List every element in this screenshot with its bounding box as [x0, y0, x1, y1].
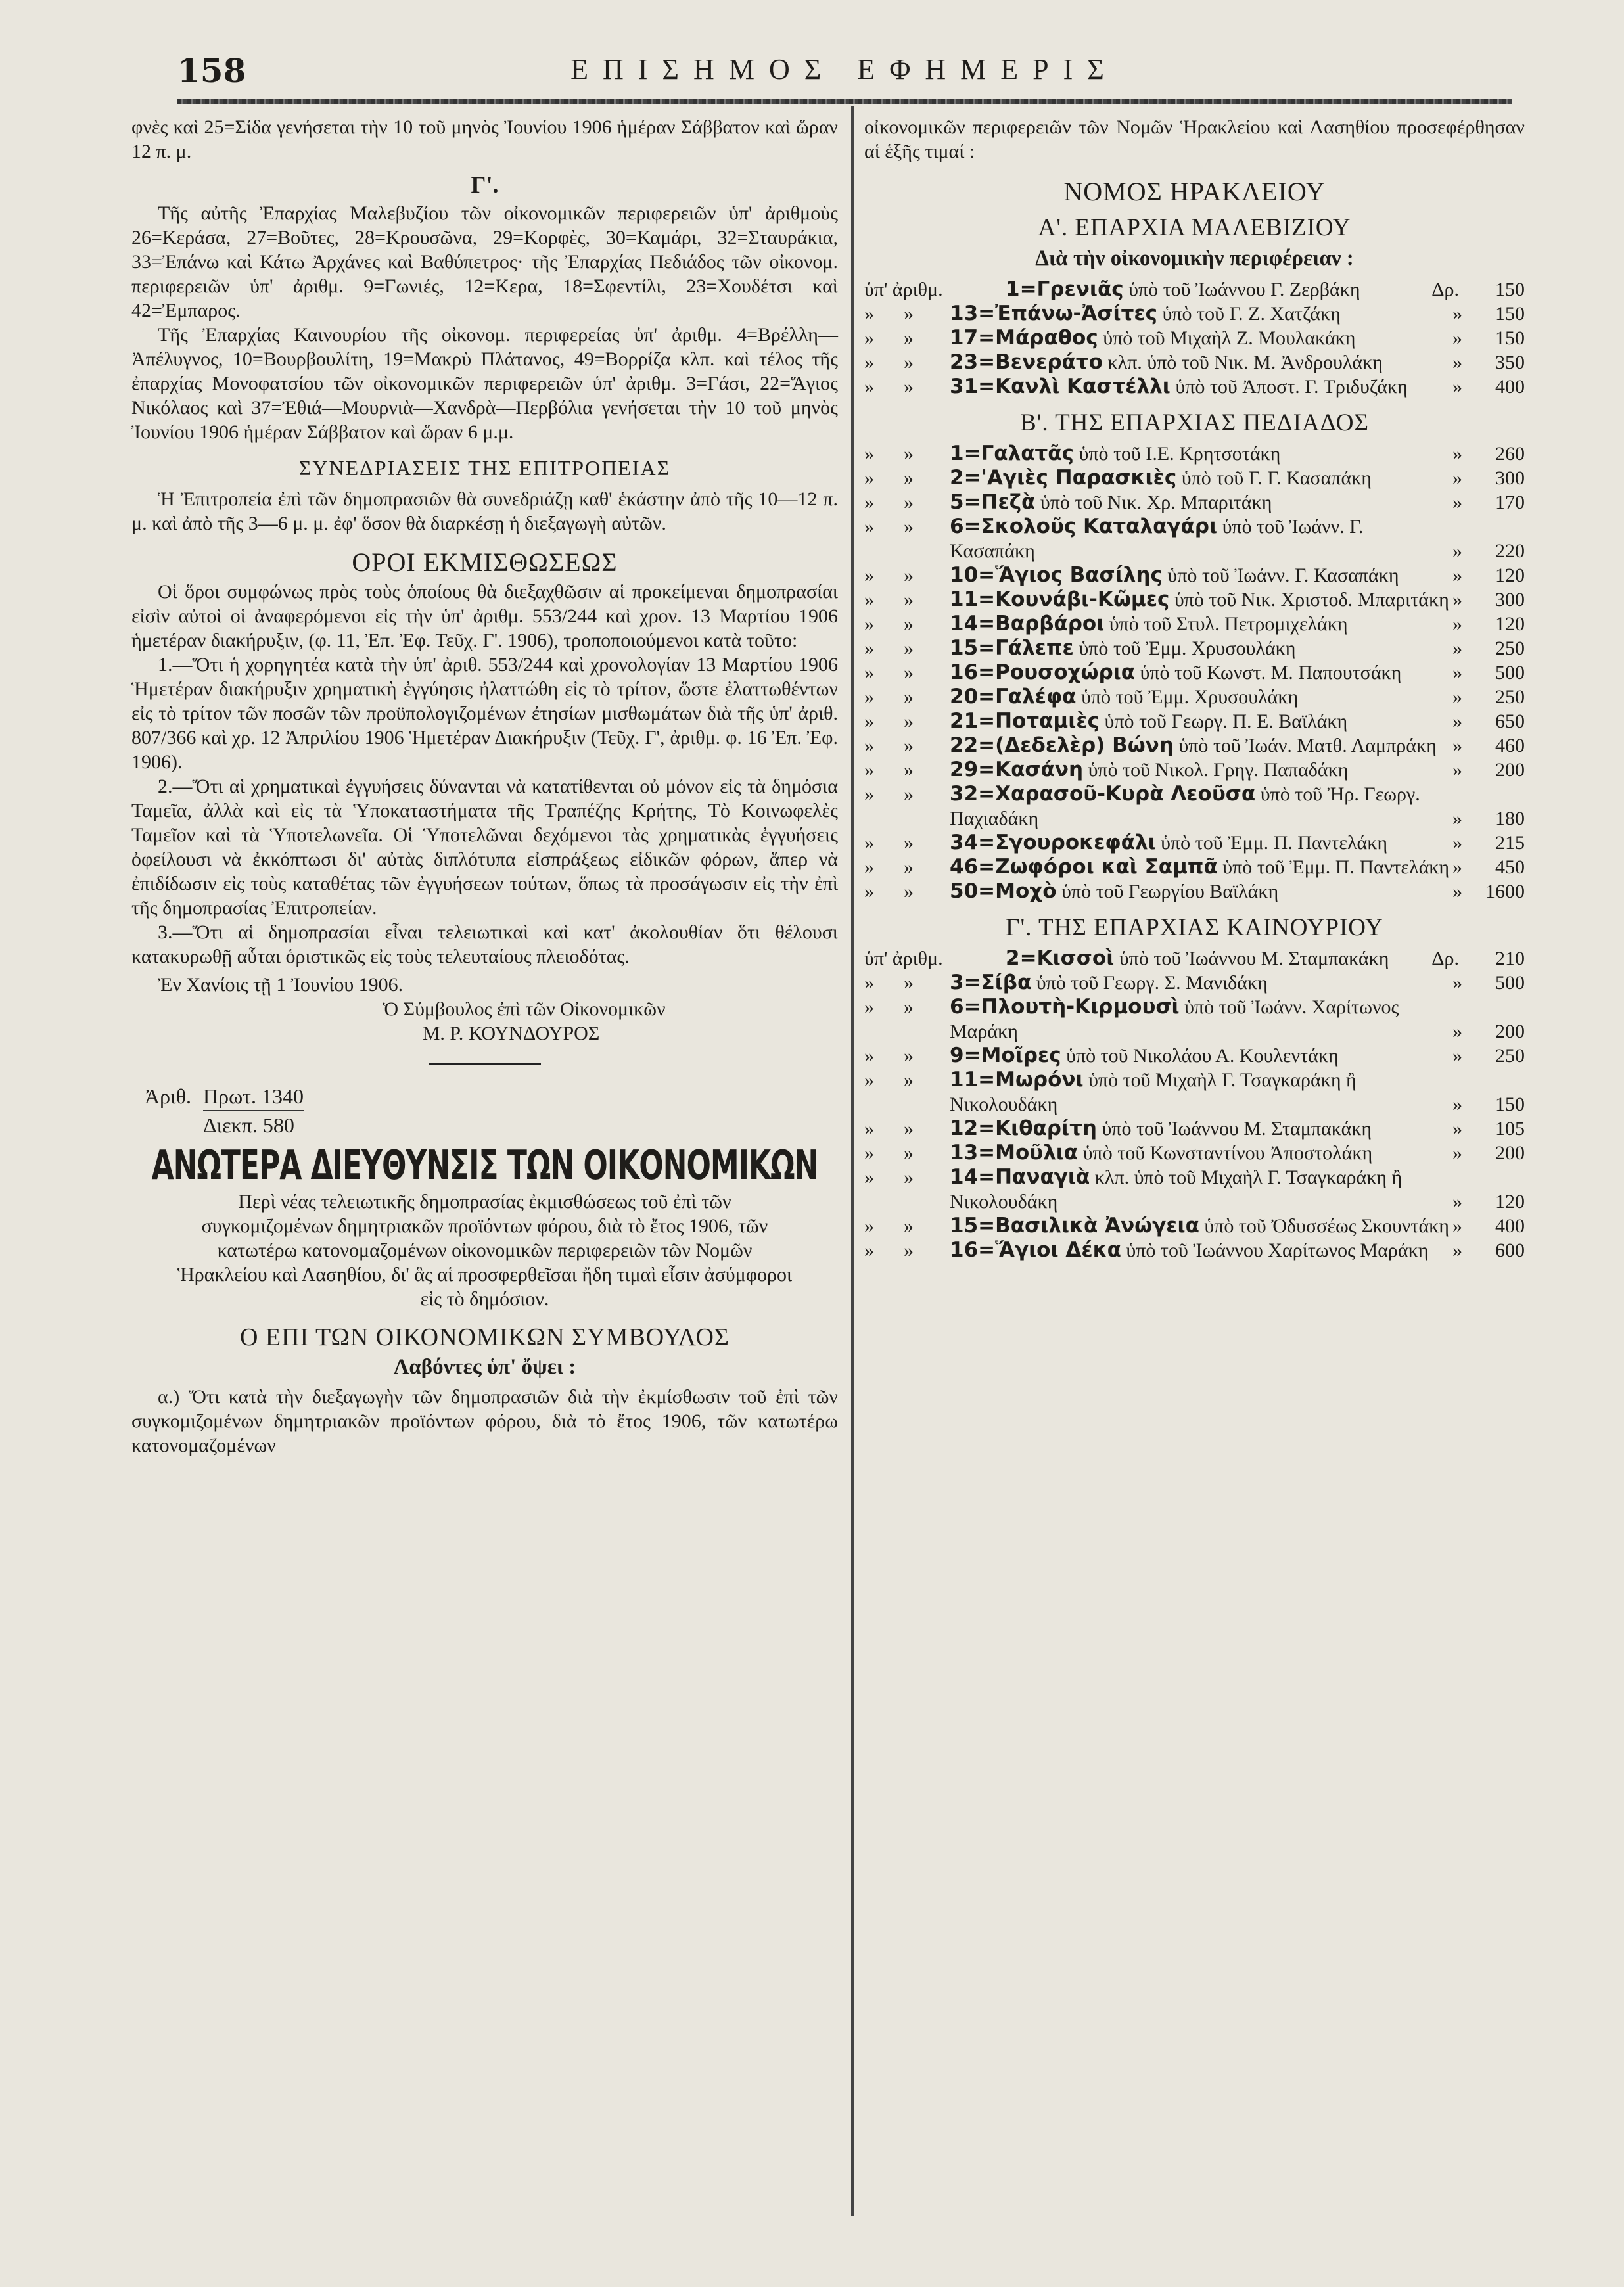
ditto-mark: »	[1452, 565, 1462, 586]
eparchy-a-list	[864, 277, 1525, 399]
entry-number: 15=Γάλεπε	[950, 636, 1074, 660]
considering-heading: Λαβόντες ὑπ' ὄψει :	[393, 1355, 576, 1379]
ditto-mark: »	[864, 1142, 874, 1164]
list-item	[864, 466, 1525, 490]
drachma-label: Δρ.	[1431, 948, 1459, 969]
entry-price: 150	[1495, 279, 1525, 300]
ditto-mark: »	[864, 352, 874, 373]
entry-text: ὑπὸ τοῦ Γεωργίου Βαϊλάκη	[1061, 881, 1279, 902]
entry-text: ὑπὸ τοῦ Μιχαὴλ Γ. Τσαγκαράκη ἢ Νικολουδάκη	[950, 1069, 1357, 1115]
ditto-mark: »	[1452, 613, 1462, 635]
ditto-mark: »	[904, 832, 914, 854]
entry-price: 150	[1495, 303, 1525, 325]
entry-price: 210	[1495, 948, 1525, 969]
list-item	[864, 563, 1525, 588]
list-item	[864, 758, 1525, 782]
entry-text: ὑπὸ τοῦ Ὀδυσσέως Σκουντάκη	[1204, 1215, 1449, 1237]
right-column	[864, 115, 1525, 1262]
subject-text: Περὶ νέας τελειωτικῆς δημοπρασίας ἐκμισθώσεως τοῦ ἐπὶ τῶν συγκομιζομένων δημητριακῶν προϊόντων φόρου, διὰ τὸ ἔτος 1906, τῶν κατωτέρω κατονομαζομένων οἰκονομικῶν περιφερειῶν τῶν Νομῶν Ἡρακλείου καὶ Λασηθίου, δι' ἃς αἱ προσφερθεῖσαι ἤδη τιμαὶ εἶσιν ἀσύμφοροι εἰς τὸ δημόσιον.	[177, 1191, 793, 1310]
ditto-mark: »	[1452, 637, 1462, 659]
up-arithm-label: ὑπ' ἀριθμ.	[864, 948, 943, 969]
ditto-mark: »	[1452, 808, 1462, 829]
list-item	[864, 490, 1525, 515]
list-item	[864, 1044, 1525, 1068]
advisor-heading: Ο ΕΠΙ ΤΩΝ ΟΙΚΟΝΟΜΙΚΩΝ ΣΥΜΒΟΥΛΟΣ	[239, 1324, 730, 1351]
ref-protocol: Πρωτ. 1340	[203, 1082, 304, 1111]
ditto-mark: »	[904, 1118, 914, 1140]
ditto-mark: »	[864, 1215, 874, 1237]
ditto-mark: »	[904, 637, 914, 659]
entry-number: 5=Πεζὰ	[950, 490, 1036, 514]
list-item	[864, 326, 1525, 350]
entry-number: 11=Κουνάβι-Κῶμες	[950, 588, 1170, 611]
ditto-mark: »	[1452, 1191, 1462, 1213]
entry-text: ὑπὸ τοῦ Νικ. Χρ. Μπαριτάκη	[1040, 492, 1272, 513]
ditto-mark: »	[864, 710, 874, 732]
ditto-mark: »	[904, 589, 914, 611]
list-item	[864, 636, 1525, 660]
entry-text: ὑπὸ τοῦ Ἰωάννου Μ. Σταμπακάκη	[1102, 1118, 1372, 1140]
sessions-text: Ἡ Ἐπιτροπεία ἐπὶ τῶν δημοπρασιῶν θὰ συνεδριάζῃ καθ' ἑκάστην ἀπὸ τῆς 10—12 π. μ. καὶ ἀπὸ τῆς 3—6 μ. μ. ἐφ' ὅσον θὰ διαρκέσῃ ἡ διεξαγωγὴ αὐτῶν.	[131, 488, 838, 534]
entry-number: 2='Αγιὲς Παρασκιὲς	[950, 466, 1177, 490]
ditto-mark: »	[1452, 1239, 1462, 1261]
entry-number: 6=Πλουτὴ-Κιρμουσὶ	[950, 995, 1180, 1019]
ditto-mark: »	[1452, 735, 1462, 756]
ditto-mark: »	[1452, 1118, 1462, 1140]
ditto-mark: »	[904, 352, 914, 373]
ditto-mark: »	[1452, 492, 1462, 513]
list-item	[864, 946, 1525, 971]
list-item	[864, 277, 1525, 302]
ditto-mark: »	[904, 613, 914, 635]
entry-number: 13=Ἐπάνω-Ἀσίτες	[950, 302, 1158, 325]
entry-price: 400	[1495, 376, 1525, 398]
entry-number: 9=Μοῖρες	[950, 1044, 1061, 1067]
ditto-mark: »	[1452, 832, 1462, 854]
term-1: 1.—Ὅτι ἡ χορηγητέα κατὰ τὴν ὑπ' ἀριθ. 553/244 καὶ χρονολογίαν 13 Μαρτίου 1906 Ἡμετέραν διακήρυξιν χρηματικὴ ἐγγύησις ἠλαττώθη εἰς τὸ τρίτον, ὥστε ἐλαττωθέντων εἰς τὸ τρίτον τῶν ποσῶν τῶν προϋπολογιζομένων ἐτησίων μισθωμάτων διὰ τῆς ὑπ' ἀριθ. 807/366 καὶ χρ. 12 Ἀπριλίου 1906 Ἡμετέραν Διακήρυξιν (Τεῦχ. Γ', ἀριθμ. φ. 16 Ἐπ. Ἐφ. 1906).	[131, 654, 838, 773]
ditto-mark: »	[1452, 1142, 1462, 1164]
ditto-mark: »	[864, 881, 874, 902]
ditto-mark: »	[864, 565, 874, 586]
entry-text: ὑπὸ τοῦ Ἰωάννου Μ. Σταμπακάκη	[1119, 948, 1389, 969]
entry-price: 260	[1495, 443, 1525, 465]
list-item	[864, 971, 1525, 995]
list-item	[864, 733, 1525, 758]
up-arithm-label: ὑπ' ἀριθμ.	[864, 279, 943, 300]
ditto-mark: »	[1452, 1215, 1462, 1237]
entry-price: 460	[1495, 735, 1525, 756]
running-header	[177, 46, 1512, 99]
entry-price: 500	[1495, 662, 1525, 683]
entry-number: 46=Ζωφόροι καὶ Σαμπᾶ	[950, 855, 1218, 879]
ditto-mark: »	[864, 303, 874, 325]
entry-price: 350	[1495, 352, 1525, 373]
entry-text: ὑπὸ τοῦ Ἰωάνν. Χαρίτωνος Μαράκη	[950, 996, 1399, 1042]
ditto-mark: »	[1452, 972, 1462, 994]
ditto-mark: »	[1452, 589, 1462, 611]
entry-price: 250	[1495, 1045, 1525, 1067]
entry-number: 21=Ποταμιὲς	[950, 709, 1100, 733]
entry-number: 23=Βενεράτο	[950, 350, 1103, 374]
entry-number: 3=Σίβα	[950, 971, 1032, 994]
entry-number: 20=Γαλέφα	[950, 685, 1077, 708]
left-intro: φνὲς καὶ 25=Σίδα γενήσεται τὴν 10 τοῦ μηνὸς Ἰουνίου 1906 ἡμέραν Σάββατον καὶ ὥραν 12 π. μ.	[131, 116, 838, 162]
entry-price: 105	[1495, 1118, 1525, 1140]
ditto-mark: »	[864, 492, 874, 513]
sessions-heading: ΣΥΝΕΔΡΙΑΣΕΙΣ ΤΗΣ ΕΠΙΤΡΟΠΕΙΑΣ	[298, 456, 671, 480]
ditto-mark: »	[904, 1239, 914, 1261]
entry-price: 650	[1495, 710, 1525, 732]
ditto-mark: »	[864, 686, 874, 708]
ditto-mark: »	[904, 662, 914, 683]
paragraph-kainourgio: Τῆς Ἐπαρχίας Καινουρίου τῆς οἰκονομ. περιφερείας ὑπ' ἀριθμ. 4=Βρέλλη—Ἀπέλυγνος, 10=Βουρβουλίτη, 19=Μακρὺ Πλάτανος, 49=Βορρίζα κλπ. καὶ τέλος τῆς ἐπαρχίας Μονοφατσίου τῶν οἰκονομικῶν περιφερειῶν ὑπ' ἀριθμ. 3=Γάσι, 22=Ἅγιος Νικόλαος καὶ 37=Ἐθιά—Μουρνιὰ—Χανδρὰ—Περβόλια γενήσεται τὴν 10 τοῦ μηνὸς Ἰουνίου 1906 ἡμέραν Σάββατον καὶ ὥραν 6 μ.μ.	[131, 324, 838, 443]
entry-price: 200	[1495, 1021, 1525, 1042]
ditto-mark: »	[1452, 303, 1462, 325]
entry-price: 600	[1495, 1239, 1525, 1261]
nomos-heading: ΝΟΜΟΣ ΗΡΑΚΛΕΙΟΥ	[1063, 177, 1326, 206]
ditto-mark: »	[1452, 856, 1462, 878]
list-item	[864, 831, 1525, 855]
terms-heading: ΟΡΟΙ ΕΚΜΙΣΘΩΣΕΩΣ	[352, 547, 618, 577]
header-rule	[177, 99, 1512, 104]
entry-price: 1600	[1485, 881, 1525, 902]
entry-number: 10=Ἅγιος Βασίλης	[950, 563, 1163, 587]
list-item	[864, 1214, 1525, 1238]
eparchy-b-title: Β'. ΤΗΣ ΕΠΑΡΧΙΑΣ ΠΕΔΙΑΔΟΣ	[1020, 409, 1369, 436]
entry-text: ὑπὸ τοῦ Νικολ. Γρηγ. Παπαδάκη	[1088, 759, 1349, 781]
ditto-mark: »	[864, 759, 874, 781]
term-2: 2.—Ὅτι αἱ χρηματικαὶ ἐγγυήσεις δύνανται νὰ κατατίθενται οὐ μόνον εἰς τὰ δημόσια Ταμεῖα, ἀλλὰ καὶ εἰς τὰ Ὑποκαταστήματα τῆς Τραπέζης Κρήτης, Τὸ Κοινωφελὲς Ταμεῖον καὶ τὰ Ὑποτελωνεῖα. Οἱ Ὑποτελῶναι δεχόμενοι τὰς χρηματικὰς ἐγγυήσεις ὀφείλουσι νὰ ἐκκόπτωσι δι' αὐτὰς διπλότυπα εἰσπράξεως εἰδικῶν φόρων, ἅπερ νὰ ἐπιδίδωσιν εἰς τοὺς καταθέτας τῶν ἐγγυήσεων τούτων, ὅπως τὰ προσάγωσιν εἰς τὴν ἐπὶ τῆς δημοπρασίας Ἐπιτροπείαν.	[131, 775, 838, 919]
ditto-mark: »	[904, 996, 914, 1018]
entry-number: 29=Κασάνη	[950, 758, 1084, 781]
ditto-mark: »	[904, 1215, 914, 1237]
list-item	[864, 660, 1525, 685]
ditto-mark: »	[1452, 759, 1462, 781]
ditto-mark: »	[1452, 352, 1462, 373]
entry-text: ὑπὸ τοῦ Νικολάου Α. Κουλεντάκη	[1066, 1045, 1339, 1067]
list-item	[864, 1141, 1525, 1165]
entry-text: ὑπὸ τοῦ Κωνστ. Μ. Παπουτσάκη	[1140, 662, 1402, 683]
entry-price: 120	[1495, 1191, 1525, 1213]
entry-text: ὑπὸ τοῦ Ἐμμ. Χρυσουλάκη	[1081, 686, 1299, 708]
ditto-mark: »	[864, 1167, 874, 1188]
entry-number: 50=Μοχὸ	[950, 879, 1057, 903]
ditto-mark: »	[904, 710, 914, 732]
section-g-heading: Γ'.	[471, 172, 499, 198]
ditto-mark: »	[864, 832, 874, 854]
entry-text: ὑπὸ τοῦ Γεωργ. Σ. Μανιδάκη	[1036, 972, 1268, 994]
entry-text: ὑπὸ τοῦ Νικ. Χριστοδ. Μπαριτάκη	[1174, 589, 1449, 611]
ditto-mark: »	[864, 662, 874, 683]
entry-price: 200	[1495, 759, 1525, 781]
entry-number: 14=Βαρβάροι	[950, 612, 1105, 635]
list-item	[864, 879, 1525, 904]
entry-number: 32=Χαρασοῦ-Κυρὰ Λεοῦσα	[950, 782, 1256, 806]
terms-intro: Οἱ ὅροι συμφώνως πρὸς τοὺς ὁποίους θὰ διεξαχθῶσιν αἱ πρoκείμεναι δημοπρασίαι εἰσὶν αὐτοὶ οἱ ἀναφερόμενοι εἰς τὴν ὑπ' ἀριθμ. 553/244 καὶ χρον. 13 Μαρτίου 1906 ἡμετέραν διακήρυξιν, (φ. 11, Ἐπ. Ἐφ. Τεῦχ. Γ'. 1906), τροποποιούμενοι κατὰ τοῦτο:	[131, 581, 838, 651]
list-item	[864, 442, 1525, 466]
ditto-mark: »	[1452, 1094, 1462, 1115]
ditto-mark: »	[864, 1239, 874, 1261]
eparchy-a-subtitle: Διὰ τὴν οἰκονομικὴν περιφέρειαν :	[1035, 246, 1354, 270]
ditto-mark: »	[864, 516, 874, 538]
ditto-mark: »	[904, 856, 914, 878]
ditto-mark: »	[1452, 662, 1462, 683]
entry-price: 120	[1495, 565, 1525, 586]
entry-price: 170	[1495, 492, 1525, 513]
ditto-mark: »	[864, 1045, 874, 1067]
ditto-mark: »	[904, 492, 914, 513]
entry-text: ὑπὸ τοῦ Ἐμμ. Π. Παντελάκη	[1161, 832, 1388, 854]
entry-price: 200	[1495, 1142, 1525, 1164]
separator-rule	[429, 1063, 541, 1065]
entry-number: 12=Κιθαρίτη	[950, 1117, 1097, 1140]
entry-number: 16=Ρουσοχώρια	[950, 660, 1136, 684]
ditto-mark: »	[904, 467, 914, 489]
ditto-mark: »	[904, 735, 914, 756]
entry-number: 14=Παναγιὰ	[950, 1165, 1090, 1189]
ref-label: Ἀριθ.	[145, 1084, 192, 1108]
entry-text: ὑπὸ τοῦ Στυλ. Πετρομιχελάκη	[1109, 613, 1348, 635]
entry-price: 400	[1495, 1215, 1525, 1237]
list-item	[864, 995, 1525, 1044]
ditto-mark: »	[904, 303, 914, 325]
ditto-mark: »	[864, 467, 874, 489]
ditto-mark: »	[1452, 443, 1462, 465]
signer-name: Μ. Ρ. ΚΟΥΝΔΟΥΡΟΣ	[422, 1023, 600, 1044]
entry-text: ὑπὸ τοῦ Μιχαὴλ Ζ. Μουλακάκη	[1103, 327, 1356, 349]
list-item	[864, 612, 1525, 636]
ditto-mark: »	[864, 443, 874, 465]
ditto-mark: »	[864, 637, 874, 659]
clause-a: α.) Ὅτι κατὰ τὴν διεξαγωγὴν τῶν δημοπρασιῶν διὰ τὴν ἐκμίσθωσιν τοῦ ἐπὶ τῶν συγκομιζομένων δημητριακῶν προϊόντων φόρου, διὰ τὸ ἔτος 1906, τῶν κατωτέρω κατονομαζομένων	[131, 1386, 838, 1456]
ditto-mark: »	[1452, 710, 1462, 732]
column-divider	[851, 106, 854, 2216]
ditto-mark: »	[864, 996, 874, 1018]
ditto-mark: »	[1452, 327, 1462, 349]
ditto-mark: »	[904, 1167, 914, 1188]
ditto-mark: »	[864, 613, 874, 635]
eparchy-a-title: Α'. ΕΠΑΡΧΙΑ ΜΑΛΕΒΙΖΙΟΥ	[1038, 214, 1351, 241]
entry-text: ὑπὸ τοῦ Ἰωάνν. Γ. Κασαπάκη	[1167, 565, 1399, 586]
entry-text: ὑπὸ τοῦ Ἰωάννου Γ. Ζερβάκη	[1128, 279, 1360, 300]
entry-price: 250	[1495, 686, 1525, 708]
ditto-mark: »	[864, 735, 874, 756]
entry-price: 300	[1495, 589, 1525, 611]
right-intro: οἰκονομικῶν περιφερειῶν τῶν Νομῶν Ἡρακλείου καὶ Λασηθίου προσεφέρθησαν αἱ ἑξῆς τιμαί :	[864, 116, 1525, 162]
entry-text: ὑπὸ τοῦ Ἐμμ. Π. Παντελάκη	[1222, 856, 1450, 878]
ditto-mark: »	[904, 972, 914, 994]
entry-text: ὑπὸ τοῦ Ἰωάν. Ματθ. Λαμπράκη	[1178, 735, 1437, 756]
entry-text: ὑπὸ τοῦ Γ. Ζ. Χατζάκη	[1162, 303, 1341, 325]
drachma-label: Δρ.	[1431, 279, 1459, 300]
ditto-mark: »	[1452, 1021, 1462, 1042]
ditto-mark: »	[1452, 467, 1462, 489]
ditto-mark: »	[1452, 881, 1462, 902]
term-3: 3.—Ὅτι αἱ δημοπρασίαι εἶναι τελειωτικαὶ καὶ κατ' ἀκολουθίαν ὅτι θέλουσι κατακυρωθῇ αὗται ὁριστικῶς εἰς τοὺς τελευταίους πλειοδότας.	[131, 921, 838, 967]
entry-number: 15=Βασιλικὰ Ἀνώγεια	[950, 1214, 1199, 1237]
ditto-mark: »	[864, 972, 874, 994]
date-line: Ἐν Χανίοις τῇ 1 Ἰουνίου 1906.	[158, 974, 404, 996]
signer-title: Ὁ Σύμβουλος ἐπὶ τῶν Οἰκονομικῶν	[383, 998, 666, 1020]
ditto-mark: »	[904, 327, 914, 349]
ditto-mark: »	[864, 589, 874, 611]
list-item	[864, 375, 1525, 399]
list-item	[864, 350, 1525, 375]
entry-number: 11=Μωρόνι	[950, 1068, 1084, 1092]
entry-text: κλπ. ὑπὸ τοῦ Μιχαὴλ Γ. Τσαγκαράκη ἢ Νικολουδάκη	[950, 1167, 1403, 1213]
entry-price: 150	[1495, 1094, 1525, 1115]
entry-number: 16=Ἅγιοι Δέκα	[950, 1238, 1121, 1262]
page-number: 158	[177, 51, 246, 90]
eparchy-b-list	[864, 442, 1525, 904]
ditto-mark: »	[864, 327, 874, 349]
eparchy-c-list	[864, 946, 1525, 1262]
ditto-mark: »	[1452, 540, 1462, 562]
ditto-mark: »	[864, 376, 874, 398]
list-item	[864, 588, 1525, 612]
directorate-heading: ΑΝΩΤΕΡΑ ΔΙΕΥΘΥΝΣΙΣ ΤΩΝ ΟΙΚΟΝΟΜΙΚΩΝ	[151, 1142, 818, 1190]
entry-text: ὑπὸ τοῦ Ἰωάννου Χαρίτωνος Μαράκη	[1126, 1239, 1429, 1261]
entry-number: 13=Μοῦλια	[950, 1141, 1079, 1165]
entry-price: 250	[1495, 637, 1525, 659]
entry-number: 2=Κισσοὶ	[1006, 946, 1115, 970]
list-item	[864, 1117, 1525, 1141]
list-item	[864, 685, 1525, 709]
ditto-mark: »	[1452, 376, 1462, 398]
entry-price: 300	[1495, 467, 1525, 489]
ditto-mark: »	[904, 516, 914, 538]
list-item	[864, 302, 1525, 326]
ditto-mark: »	[904, 1142, 914, 1164]
entry-number: 34=Σγουροκεφάλι	[950, 831, 1156, 854]
entry-price: 450	[1495, 856, 1525, 878]
list-item	[864, 515, 1525, 563]
entry-number: 22=(Δεδελὲρ) Βώνη	[950, 733, 1174, 757]
left-column	[131, 115, 838, 1458]
ditto-mark: »	[904, 1069, 914, 1091]
ditto-mark: »	[904, 1045, 914, 1067]
ditto-mark: »	[864, 1069, 874, 1091]
ditto-mark: »	[904, 565, 914, 586]
entry-number: 1=Γαλατᾶς	[950, 442, 1074, 465]
entry-price: 180	[1495, 808, 1525, 829]
entry-text: ὑπὸ τοῦ Ἠρ. Γεωργ. Παχιαδάκη	[950, 783, 1420, 829]
entry-price: 120	[1495, 613, 1525, 635]
entry-text: ὑπὸ τοῦ Ἐμμ. Χρυσουλάκη	[1079, 637, 1296, 659]
ditto-mark: »	[864, 783, 874, 805]
ditto-mark: »	[864, 856, 874, 878]
ditto-mark: »	[904, 686, 914, 708]
list-item	[864, 1068, 1525, 1117]
ditto-mark: »	[1452, 1045, 1462, 1067]
eparchy-c-title: Γ'. ΤΗΣ ΕΠΑΡΧΙΑΣ ΚΑΙΝΟΥΡΙΟΥ	[1006, 914, 1383, 941]
entry-text: ὑπὸ τοῦ Κωνσταντίνου Ἀποστολάκη	[1082, 1142, 1373, 1164]
ditto-mark: »	[904, 376, 914, 398]
entry-number: 1=Γρενιᾶς	[1006, 277, 1124, 301]
list-item	[864, 709, 1525, 733]
ref-dispatch: Διεκπ. 580	[203, 1113, 294, 1137]
entry-number: 31=Κανλὶ Καστέλλι	[950, 375, 1171, 398]
reference-numbers	[145, 1082, 838, 1139]
entry-price: 150	[1495, 327, 1525, 349]
entry-number: 6=Σκολοῦς Καταλαγάρι	[950, 515, 1218, 538]
entry-number: 17=Μάραθος	[950, 326, 1098, 350]
list-item	[864, 1238, 1525, 1262]
ditto-mark: »	[904, 783, 914, 805]
paragraph-malevizi: Τῆς αὐτῆς Ἐπαρχίας Μαλεβυζίου τῶν οἰκονομικῶν περιφερειῶν ὑπ' ἀριθμοὺς 26=Κεράσα, 27=Βοῦτες, 28=Κρουσῶνα, 29=Κορφὲς, 30=Καμάρι, 32=Σταυράκια, 33=Ἐπάνω καὶ Κάτω Ἀρχάνες καὶ Βαθύπετρος· τῆς Ἐπαρχίας Πεδιάδος τῶν οἰκονομ. περιφερειῶν ὑπ' ἀριθμ. 9=Γωνιές, 12=Κερα, 18=Σφεντίλι, 23=Χουδέτσι καὶ 42=Ἐμπαρος.	[131, 202, 838, 321]
entry-text: ὑπὸ τοῦ Ι.Ε. Κρητσοτάκη	[1079, 443, 1281, 465]
entry-text: ὑπὸ τοῦ Ἀποστ. Γ. Τριδυζάκη	[1175, 376, 1408, 398]
entry-price: 500	[1495, 972, 1525, 994]
ditto-mark: »	[904, 759, 914, 781]
list-item	[864, 855, 1525, 879]
entry-price: 220	[1495, 540, 1525, 562]
list-item	[864, 1165, 1525, 1214]
entry-text: ὑπὸ τοῦ Γ. Γ. Κασαπάκη	[1181, 467, 1372, 489]
list-item	[864, 782, 1525, 831]
entry-text: ὑπὸ τοῦ Ἰωάνν. Γ. Κασαπάκη	[950, 516, 1364, 562]
ditto-mark: »	[904, 881, 914, 902]
entry-text: ὑπὸ τοῦ Γεωργ. Π. Ε. Βαϊλάκη	[1104, 710, 1348, 732]
ditto-mark: »	[864, 1118, 874, 1140]
ditto-mark: »	[904, 443, 914, 465]
entry-price: 215	[1495, 832, 1525, 854]
entry-text: κλπ. ὑπὸ τοῦ Νικ. Μ. Ἀνδρουλάκη	[1107, 352, 1383, 373]
ditto-mark: »	[1452, 686, 1462, 708]
journal-title: ΕΠΙΣΗΜΟΣ ΕΦΗΜΕΡΙΣ	[570, 53, 1119, 85]
